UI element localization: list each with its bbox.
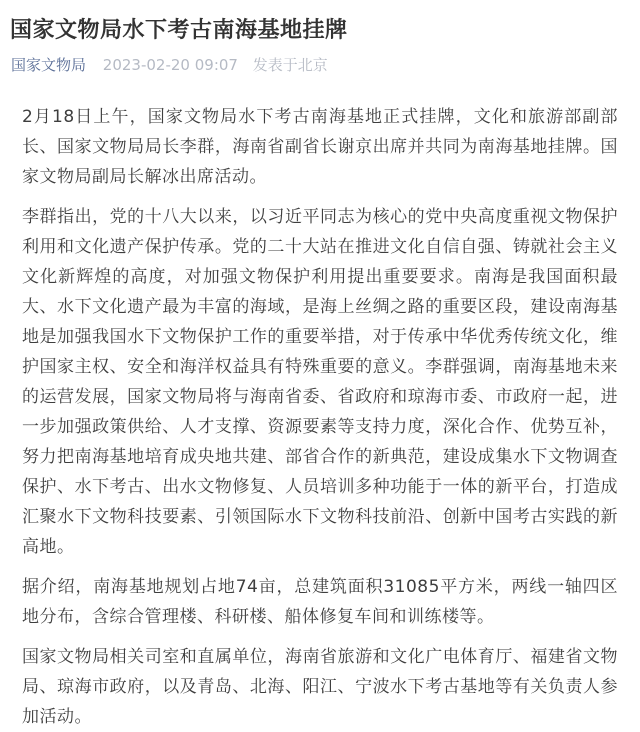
article-title: 国家文物局水下考古南海基地挂牌 [10,18,348,43]
publish-location: 发表于北京 [252,56,328,74]
account-name-link[interactable]: 国家文物局 [11,56,87,74]
article-paragraph: 2月18日上午，国家文物局水下考古南海基地正式挂牌，文化和旅游部副部长、国家文物局局长李群，海南省副省长谢京出席并共同为南海基地挂牌。国家文物局副局长解冰出席活动。 [22,107,618,187]
article-paragraph: 国家文物局相关司室和直属单位，海南省旅游和文化广电体育厅、福建省文物局、琼海市政府，以及青岛、北海、阳江、宁波水下考古基地等有关负责人参加活动。 [22,647,618,727]
publish-time: 2023-02-20 09:07 [102,56,238,74]
article-body [0,102,640,732]
article-meta [11,55,630,75]
article-paragraph: 李群指出，党的十八大以来，以习近平同志为核心的党中央高度重视文物保护利用和文化遗产保护传承。党的二十大站在推进文化自信自强、铸就社会主义文化新辉煌的高度，对加强文物保护利用提出重要要求。南海是我国面积最大、水下文化遗产最为丰富的海域，是海上丝绸之路的重要区段，建设南海基地是加强我国水下文物保护工作的重要举措，对于传承中华优秀传统文化，维护国家主权、安全和海洋权益具有特殊重要的意义。李群强调，南海基地未来的运营发展，国家文物局将与海南省委、省政府和琼海市委、市政府一起，进一步加强政策供给、人才支撑、资源要素等支持力度，深化合作、优势互补，努力把南海基地培育成央地共建、部省合作的新典范，建设成集水下文物调查保护、水下考古、出水文物修复、人员培训多种功能于一体的新平台，打造成汇聚水下文物科技要素、引领国际水下文物科技前沿、创新中国考古实践的新高地。 [22,207,618,557]
article-paragraph: 据介绍，南海基地规划占地74亩，总建筑面积31085平方米，两线一轴四区地分布，含综合管理楼、科研楼、船体修复车间和训练楼等。 [22,577,618,627]
